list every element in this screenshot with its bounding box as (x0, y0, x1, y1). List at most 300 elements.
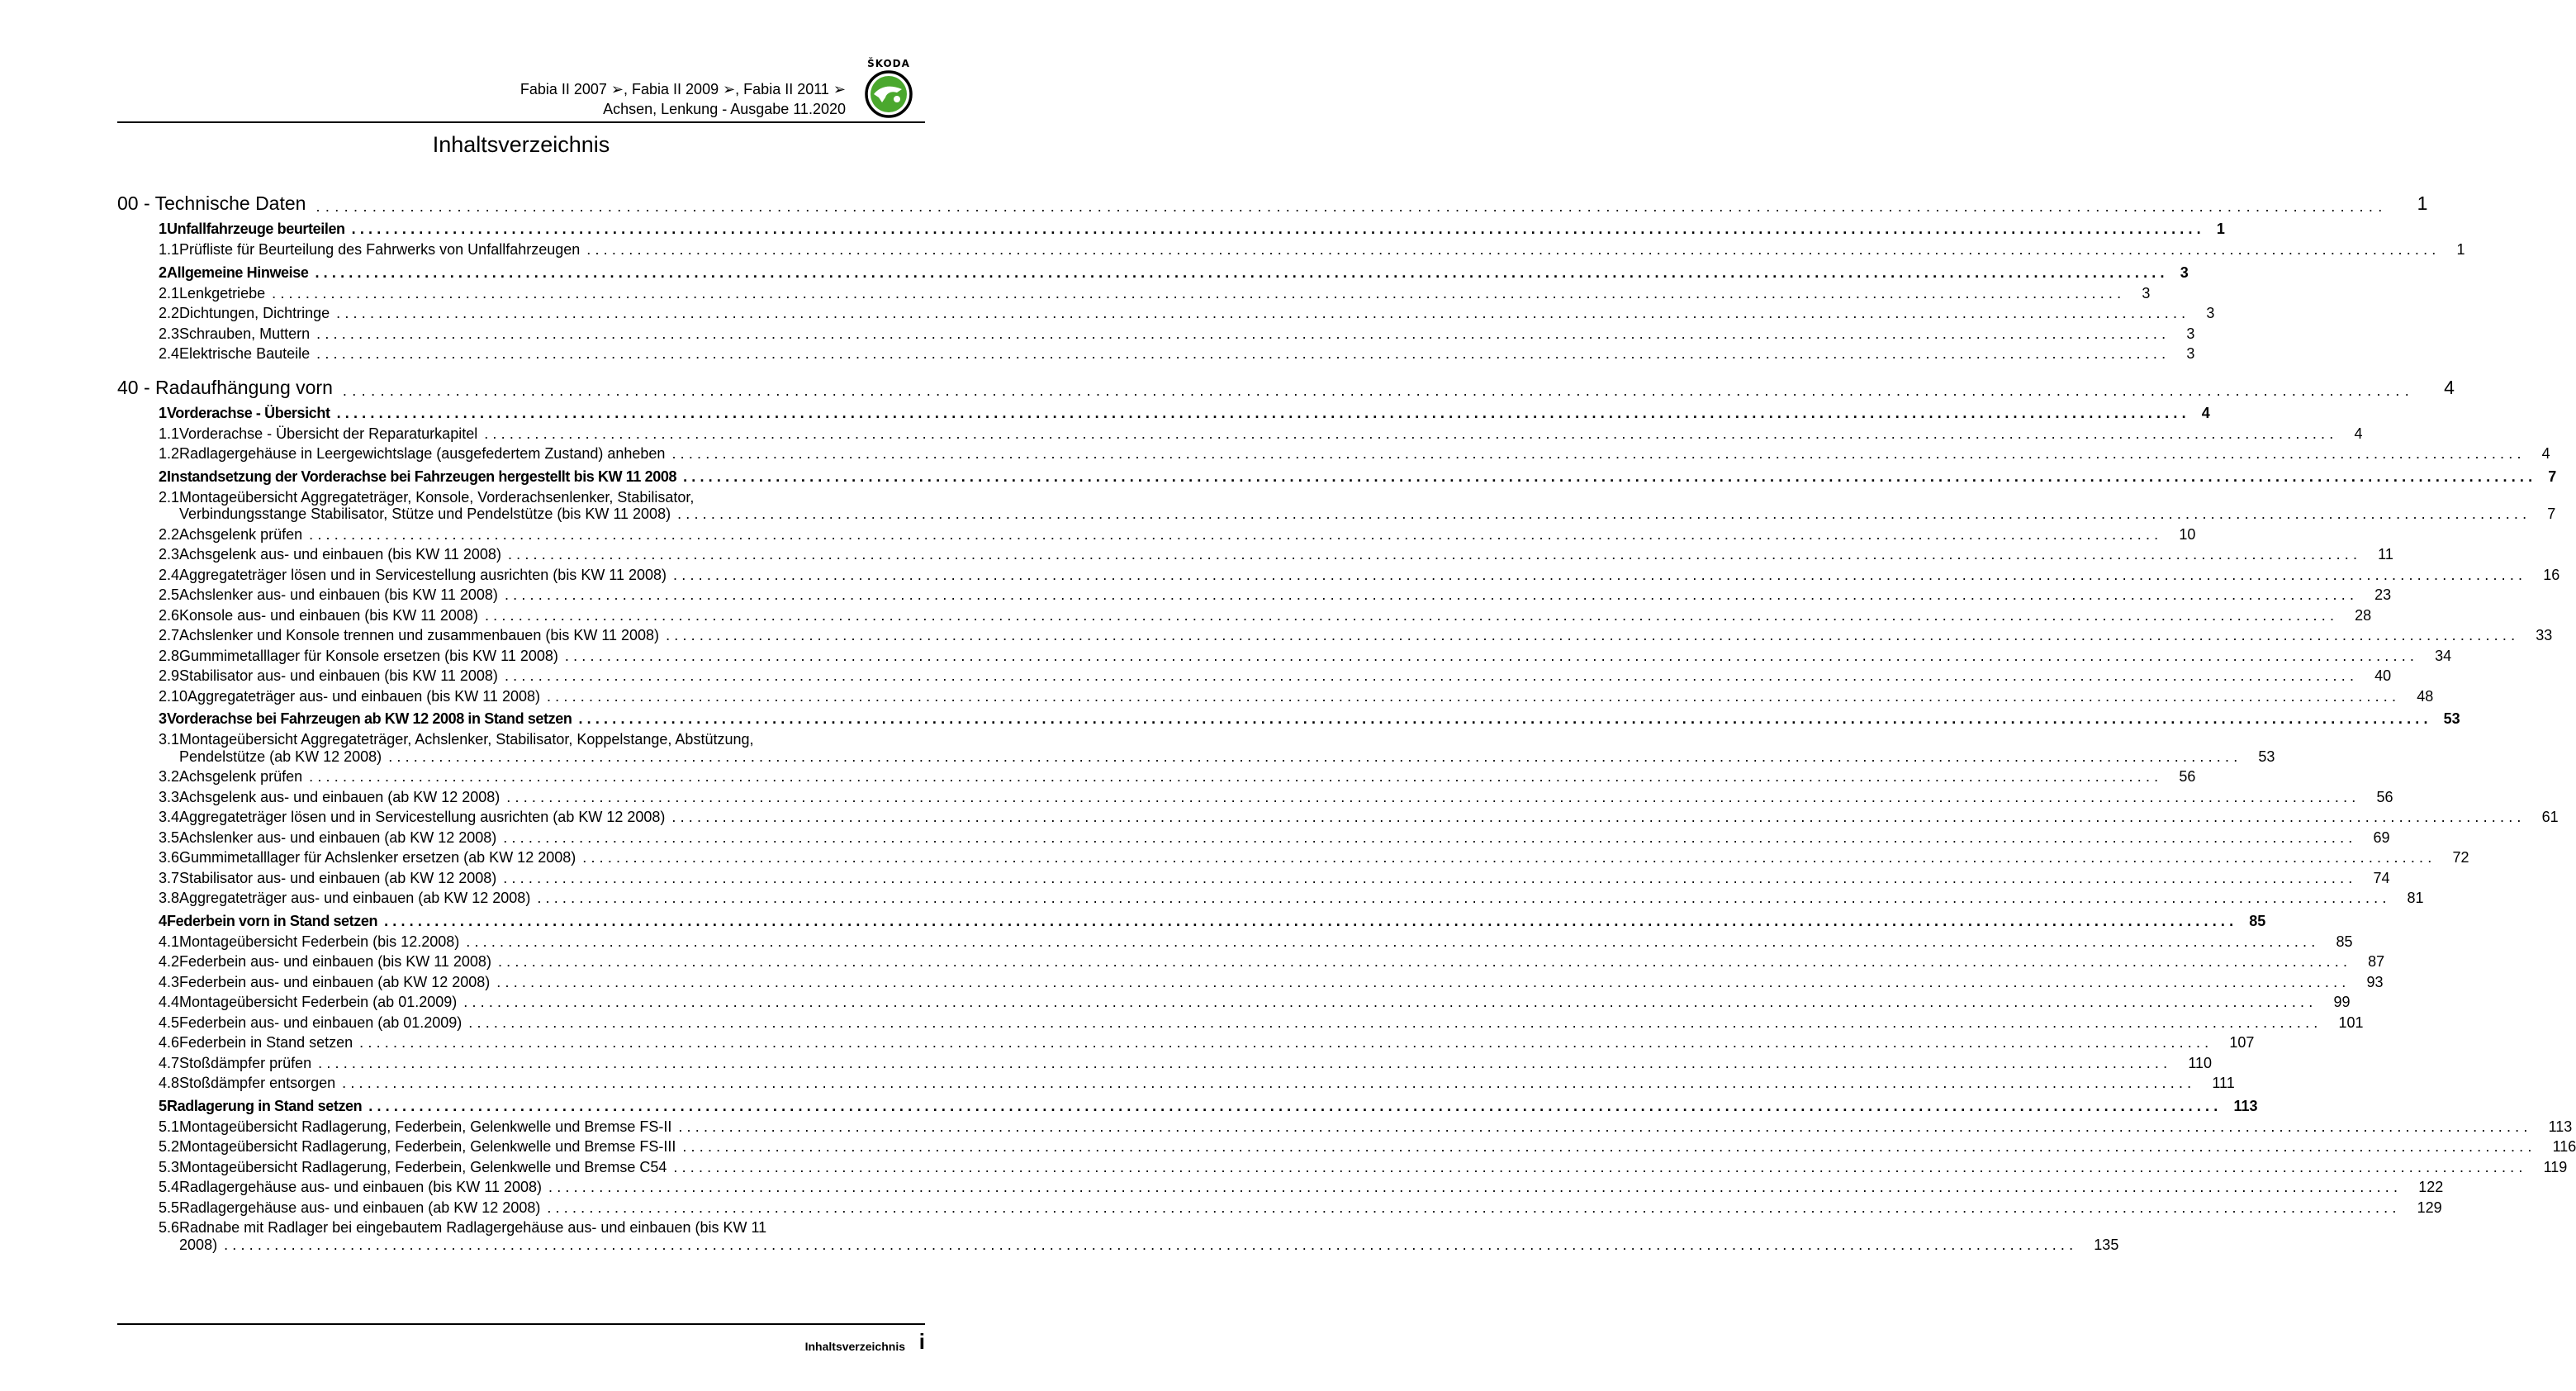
entry-number: 2.10 (159, 687, 188, 705)
entry-text (179, 489, 2547, 523)
entry-number: 3.4 (159, 809, 180, 825)
leader-dots: ............................................................................................................................................................................................................................ (315, 198, 2388, 215)
leader-dots: ............................................................................................................................................................................................................................ (586, 241, 2441, 258)
leader-dots: ............................................................................................................................................................................................................................ (503, 869, 2357, 886)
toc-entry[interactable] (117, 1014, 2364, 1032)
entry-number: 2.5 (159, 586, 180, 603)
leader-dots: ............................................................................................................................................................................................................................ (351, 221, 2205, 237)
entry-line (179, 425, 2354, 443)
entry-title: Achslenker aus- und einbauen (ab KW 12 2008) (179, 828, 497, 846)
section-page: 4 (2444, 376, 2455, 398)
toc-entry[interactable] (117, 809, 2559, 826)
entry-text (179, 607, 2355, 624)
entry-page: 61 (2541, 809, 2559, 825)
entry-number: 5.2 (159, 1138, 180, 1155)
leader-dots: ............................................................................................................................................................................................................................ (548, 1179, 2403, 1195)
toc-entry[interactable] (117, 869, 2390, 887)
section-page: 1 (2417, 192, 2428, 214)
footer-label: Inhaltsverzeichnis (804, 1340, 905, 1353)
toc-section[interactable] (117, 188, 2428, 215)
entry-line (179, 325, 2186, 343)
entry-line (179, 890, 2408, 907)
entry-page: 85 (2336, 933, 2353, 950)
chapter-number: 5 (159, 1097, 168, 1114)
entry-line (179, 789, 2376, 806)
entry-title: Achsgelenk prüfen (179, 768, 303, 785)
entry-title: Montageübersicht Radlagerung, Federbein, Gelenkwelle und Bremse C54 (179, 1158, 667, 1175)
entry-line (179, 870, 2373, 887)
entry-title: Stabilisator aus- und einbauen (ab KW 12 2008) (179, 869, 497, 886)
entry-page: 1 (2456, 241, 2465, 258)
entry-page: 113 (2548, 1118, 2573, 1135)
entry-line (179, 241, 2456, 259)
entry-text (179, 567, 2543, 584)
entry-number: 2.3 (159, 546, 180, 563)
skoda-logo (859, 58, 918, 121)
toc-entry[interactable] (117, 566, 2560, 584)
entry-number: 1.2 (159, 445, 180, 462)
leader-dots: ............................................................................................................................................................................................................................ (677, 506, 2531, 522)
chapter-page: 85 (2249, 912, 2266, 929)
entry-text (179, 789, 2376, 806)
entry-title: Radnabe mit Radlager bei eingebautem Radlagergehäuse aus- und einbauen (bis KW 11 (179, 1219, 767, 1236)
chapter-title: Vorderachse bei Fahrzeugen ab KW 12 2008 in Stand setzen (167, 710, 572, 727)
leader-dots: ............................................................................................................................................................................................................................ (678, 1118, 2532, 1135)
entry-text (179, 586, 2374, 604)
entry-line (179, 1219, 2094, 1237)
chapter-title: Radlagerung in Stand setzen (167, 1097, 363, 1114)
entry-number: 2.4 (159, 345, 180, 362)
entry-number: 5.5 (159, 1199, 180, 1216)
entry-page: 107 (2229, 1034, 2255, 1051)
entry-title: Vorderachse - Übersicht der Reparaturkapitel (179, 425, 478, 442)
entry-number: 3.3 (159, 788, 180, 805)
toc-chapter[interactable] (117, 468, 2557, 486)
entry-number: 2.9 (159, 667, 180, 684)
leader-dots: ............................................................................................................................................................................................................................ (582, 849, 2436, 866)
entry-line (179, 1237, 2094, 1254)
entry-number: 3.6 (159, 849, 180, 866)
entry-number: 2.7 (159, 627, 180, 643)
toc-entry[interactable] (117, 488, 2556, 523)
entry-text (179, 849, 2452, 866)
toc-entry[interactable] (117, 994, 2351, 1011)
entry-line (179, 953, 2368, 971)
entry-line (179, 345, 2186, 363)
entry-page: 72 (2452, 849, 2469, 866)
entry-title: Radlagergehäuse aus- und einbauen (ab KW 12 2008) (179, 1199, 541, 1216)
leader-dots: ............................................................................................................................................................................................................................ (546, 687, 2401, 705)
leader-dots: ............................................................................................................................................................................................................................ (683, 468, 2537, 485)
entry-line (179, 445, 2542, 463)
entry-number: 4.1 (159, 933, 180, 950)
leader-dots: ............................................................................................................................................................................................................................ (496, 973, 2351, 990)
entry-title: Prüfliste für Beurteilung des Fahrwerks von Unfallfahrzeugen (179, 241, 581, 258)
toc-entry[interactable] (117, 973, 2384, 991)
entry-text (179, 1199, 2417, 1217)
toc-entry[interactable] (117, 586, 2392, 604)
entry-page: 23 (2374, 586, 2392, 603)
table-of-contents (117, 188, 2576, 1253)
toc-entry[interactable] (117, 284, 2151, 302)
toc-entry[interactable] (117, 1075, 2235, 1092)
entry-page: 116 (2552, 1138, 2576, 1155)
entry-number: 5.4 (159, 1179, 180, 1195)
entry-title: Achsgelenk aus- und einbauen (ab KW 12 2008) (179, 788, 500, 805)
leader-dots: ............................................................................................................................................................................................................................ (368, 1097, 2223, 1114)
entry-text (179, 933, 2336, 951)
leader-dots: ............................................................................................................................................................................................................................ (466, 933, 2320, 950)
entry-text (179, 241, 2456, 259)
document-header (520, 79, 846, 119)
header-edition: Achsen, Lenkung - Ausgabe 11.2020 (603, 101, 846, 117)
leader-dots: ............................................................................................................................................................................................................................ (359, 1034, 2213, 1051)
leader-dots: ............................................................................................................................................................................................................................ (506, 788, 2360, 805)
entry-line (179, 1055, 2188, 1072)
entry-text (179, 648, 2435, 665)
entry-page: 56 (2179, 768, 2196, 785)
entry-title: Verbindungsstange Stabilisator, Stütze und Pendelstütze (bis KW 11 2008) (179, 506, 671, 522)
entry-title: Gummimetalllager für Achslenker ersetzen (ab KW 12 2008) (179, 849, 576, 866)
toc-entry[interactable] (117, 849, 2469, 866)
entry-title: Stoßdämpfer entsorgen (179, 1075, 336, 1091)
entry-text (179, 1138, 2553, 1156)
entry-page: 3 (2142, 284, 2151, 301)
entry-page: 28 (2355, 606, 2372, 624)
entry-page: 110 (2188, 1054, 2213, 1071)
entry-title: Achsgelenk aus- und einbauen (bis KW 11 2008) (179, 546, 501, 563)
entry-page: 10 (2179, 525, 2196, 543)
entry-number: 4.4 (159, 994, 180, 1010)
entry-number: 4.8 (159, 1075, 180, 1091)
entry-line (179, 489, 2547, 506)
leader-dots: ............................................................................................................................................................................................................................ (673, 1158, 2527, 1175)
entry-text (179, 974, 2366, 991)
entry-title: Montageübersicht Aggregateträger, Konsole, Vorderachsenlenker, Stabilisator, (179, 488, 695, 506)
leader-dots: ............................................................................................................................................................................................................................ (504, 586, 2359, 603)
entry-page: 3 (2206, 305, 2215, 321)
entry-title: Schrauben, Muttern (179, 325, 311, 342)
entry-number: 2.1 (159, 488, 180, 506)
entry-line (179, 1014, 2338, 1032)
entry-page: 7 (2547, 506, 2556, 522)
toc-entry[interactable] (117, 933, 2353, 951)
entry-title: Dichtungen, Dichtringe (179, 305, 330, 321)
entry-text (187, 688, 2417, 705)
toc-entry[interactable] (117, 1179, 2444, 1196)
chapter-title: Unfallfahrzeuge beurteilen (167, 221, 345, 237)
entry-text (179, 627, 2536, 644)
toc-entry[interactable] (117, 1199, 2442, 1217)
header-models: Fabia II 2007 ➢, Fabia II 2009 ➢, Fabia II 2011 ➢ (519, 81, 846, 97)
entry-text (179, 994, 2333, 1011)
leader-dots: ............................................................................................................................................................................................................................ (309, 768, 2163, 785)
entry-title: Montageübersicht Federbein (ab 01.2009) (179, 994, 458, 1010)
chapter-number: 2 (159, 263, 168, 281)
entry-line (179, 1138, 2553, 1156)
entry-page: 56 (2376, 788, 2393, 805)
entry-page: 53 (2258, 748, 2275, 765)
entry-text (179, 445, 2542, 463)
chapter-title: Allgemeine Hinweise (167, 263, 309, 281)
toc-chapter[interactable] (117, 404, 2210, 422)
entry-line (179, 1159, 2544, 1176)
entry-number: 3.5 (159, 828, 180, 846)
entry-number: 2.4 (159, 566, 180, 583)
entry-text (179, 1014, 2338, 1032)
entry-line (179, 506, 2547, 523)
entry-line (179, 829, 2373, 847)
entry-title: Federbein aus- und einbauen (bis KW 11 2008) (179, 953, 491, 970)
leader-dots: ............................................................................................................................................................................................................................ (316, 325, 2170, 342)
entry-line (179, 586, 2374, 604)
entry-line (179, 768, 2179, 786)
entry-line (179, 305, 2206, 322)
entry-text (179, 1055, 2188, 1072)
toc-entry[interactable] (117, 425, 2363, 443)
footer-divider (117, 1323, 925, 1325)
entry-page: 34 (2435, 647, 2452, 664)
entry-page: 16 (2543, 566, 2560, 583)
leader-dots: ............................................................................................................................................................................................................................ (503, 828, 2357, 846)
toc-entry[interactable] (117, 1138, 2576, 1156)
entry-line (179, 748, 2258, 766)
logo-brand-text: ŠKODA (867, 58, 910, 69)
entry-text (179, 305, 2206, 322)
entry-line (179, 933, 2336, 951)
entry-text (179, 526, 2179, 544)
entry-line (179, 1034, 2229, 1052)
toc-entry[interactable] (117, 687, 2434, 705)
entry-number: 4.3 (159, 973, 180, 990)
entry-title: Federbein aus- und einbauen (ab 01.2009) (179, 1014, 463, 1031)
toc-entry[interactable] (117, 1034, 2255, 1052)
toc-entry[interactable] (117, 647, 2452, 665)
entry-text (179, 325, 2186, 343)
entry-title: Stoßdämpfer prüfen (179, 1054, 312, 1071)
entry-text (179, 345, 2186, 363)
entry-title: Pendelstütze (ab KW 12 2008) (179, 748, 382, 765)
page-title: Inhaltsverzeichnis (432, 132, 610, 157)
leader-dots: ............................................................................................................................................................................................................................ (272, 284, 2126, 301)
toc-entry[interactable] (117, 828, 2390, 847)
leader-dots: ............................................................................................................................................................................................................................ (484, 606, 2339, 624)
header-divider (117, 121, 925, 123)
entry-title: 2008) (179, 1236, 218, 1253)
entry-page: 111 (2212, 1075, 2235, 1091)
leader-dots: ............................................................................................................................................................................................................................ (336, 305, 2190, 321)
entry-text (179, 1034, 2229, 1052)
toc-chapter[interactable] (117, 1097, 2258, 1115)
chapter-page: 1 (2216, 221, 2225, 237)
leader-dots: ............................................................................................................................................................................................................................ (316, 345, 2170, 362)
toc-chapter[interactable] (117, 263, 2189, 282)
entry-page: 69 (2373, 828, 2390, 846)
entry-text (179, 1075, 2212, 1092)
entry-title: Radlagergehäuse in Leergewichtslage (ausgefedertem Zustand) anheben (179, 445, 666, 462)
skoda-arrow-icon (864, 69, 913, 119)
entry-number: 4.2 (159, 953, 180, 970)
leader-dots: ............................................................................................................................................................................................................................ (224, 1236, 2078, 1253)
entry-title: Montageübersicht Radlagerung, Federbein, Gelenkwelle und Bremse FS-II (179, 1118, 672, 1135)
entry-page: 4 (2354, 425, 2363, 442)
chapter-number: 3 (159, 710, 168, 727)
toc-section[interactable] (117, 373, 2455, 399)
entry-line (179, 1118, 2549, 1136)
toc-entry[interactable] (117, 525, 2196, 544)
entry-number: 3.2 (159, 768, 180, 785)
leader-dots: ............................................................................................................................................................................................................................ (564, 647, 2419, 664)
entry-text (179, 1159, 2544, 1176)
entry-number: 2.1 (159, 284, 180, 301)
toc-entry[interactable] (117, 1158, 2568, 1176)
entry-text (179, 1179, 2418, 1196)
entry-title: Montageübersicht Federbein (bis 12.2008) (179, 933, 460, 950)
footer-page-number: i (918, 1329, 925, 1354)
toc-entry[interactable] (117, 546, 2393, 563)
toc-chapter[interactable] (117, 710, 2460, 728)
entry-text (179, 768, 2179, 786)
entry-page: 122 (2418, 1179, 2444, 1195)
entry-number: 4.6 (159, 1034, 180, 1051)
toc-entry[interactable] (117, 606, 2372, 624)
entry-page: 119 (2543, 1158, 2568, 1175)
entry-line (179, 285, 2142, 302)
entry-text (179, 546, 2378, 563)
entry-text (179, 731, 2258, 765)
toc-entry[interactable] (117, 325, 2195, 343)
entry-page: 33 (2536, 627, 2553, 643)
entry-number: 5.3 (159, 1158, 180, 1175)
leader-dots: ............................................................................................................................................................................................................................ (388, 748, 2242, 765)
toc-entry[interactable] (117, 890, 2424, 907)
toc-entry[interactable] (117, 627, 2553, 644)
toc-chapter[interactable] (117, 912, 2266, 930)
entry-title: Federbein aus- und einbauen (ab KW 12 2008) (179, 973, 491, 990)
entry-title: Achsgelenk prüfen (179, 525, 303, 543)
leader-dots: ............................................................................................................................................................................................................................ (666, 627, 2520, 643)
chapter-title: Instandsetzung der Vorderachse bei Fahrzeugen hergestellt bis KW 11 2008 (167, 468, 677, 485)
entry-page: 4 (2541, 445, 2550, 462)
toc-entry[interactable] (117, 953, 2385, 971)
toc-entry[interactable] (117, 768, 2196, 786)
entry-page: 101 (2338, 1014, 2364, 1031)
toc-chapter[interactable] (117, 221, 2225, 238)
leader-dots: ............................................................................................................................................................................................................................ (547, 1199, 2401, 1216)
leader-dots: ............................................................................................................................................................................................................................ (497, 953, 2352, 970)
leader-dots: ............................................................................................................................................................................................................................ (537, 890, 2391, 906)
entry-title: Gummimetalllager für Konsole ersetzen (bis KW 11 2008) (179, 647, 558, 664)
leader-dots: ............................................................................................................................................................................................................................ (468, 1014, 2322, 1031)
leader-dots: ............................................................................................................................................................................................................................ (671, 445, 2526, 462)
toc-entry[interactable] (117, 1054, 2213, 1072)
toc-entry[interactable] (117, 1219, 2119, 1253)
chapter-number: 2 (159, 468, 168, 485)
entry-line (179, 667, 2374, 685)
leader-dots: ............................................................................................................................................................................................................................ (578, 710, 2432, 727)
entry-page: 3 (2186, 345, 2195, 362)
entry-line (179, 627, 2536, 644)
entry-number: 5.1 (159, 1118, 180, 1135)
toc-entry[interactable] (117, 241, 2465, 259)
entry-number: 2.2 (159, 525, 180, 543)
leader-dots: ............................................................................................................................................................................................................................ (671, 809, 2526, 825)
section-title: 40 - Radaufhängung vorn (117, 376, 333, 398)
leader-dots: ............................................................................................................................................................................................................................ (507, 546, 2362, 563)
entry-line (179, 607, 2355, 624)
chapter-page: 3 (2180, 263, 2189, 281)
entry-title: Aggregateträger aus- und einbauen (bis KW 11 2008) (187, 687, 540, 705)
entry-page: 99 (2333, 994, 2351, 1010)
entry-title: Aggregateträger aus- und einbauen (ab KW 12 2008) (179, 890, 531, 906)
entry-page: 93 (2366, 973, 2384, 990)
entry-page: 40 (2374, 667, 2392, 684)
toc-entry[interactable] (117, 667, 2392, 685)
entry-line (179, 546, 2378, 563)
entry-number: 3.7 (159, 869, 180, 886)
entry-number: 3.8 (159, 890, 180, 906)
chapter-page: 4 (2201, 404, 2210, 421)
entry-title: Stabilisator aus- und einbauen (bis KW 11 2008) (179, 667, 498, 684)
entry-number: 3.1 (159, 731, 180, 748)
toc-entry[interactable] (117, 731, 2275, 765)
leader-dots: ............................................................................................................................................................................................................................ (336, 404, 2190, 421)
entry-text (179, 890, 2408, 907)
entry-title: Achslenker und Konsole trennen und zusammenbauen (bis KW 11 2008) (179, 627, 660, 643)
leader-dots: ............................................................................................................................................................................................................................ (673, 566, 2527, 583)
entry-line (179, 1199, 2417, 1217)
entry-text (179, 285, 2142, 302)
entry-line (179, 809, 2542, 826)
entry-number: 4.5 (159, 1014, 180, 1031)
toc-entry[interactable] (117, 445, 2550, 463)
entry-line (179, 567, 2543, 584)
entry-line (179, 849, 2452, 866)
entry-text (179, 829, 2373, 847)
toc-entry[interactable] (117, 788, 2393, 806)
entry-page: 129 (2417, 1199, 2442, 1216)
leader-dots: ............................................................................................................................................................................................................................ (463, 994, 2317, 1010)
entry-title: Aggregateträger lösen und in Servicestellung ausrichten (ab KW 12 2008) (179, 809, 666, 825)
entry-page: 135 (2094, 1236, 2119, 1253)
entry-title: Aggregateträger lösen und in Servicestellung ausrichten (bis KW 11 2008) (179, 566, 667, 583)
section-title: 00 - Technische Daten (117, 192, 306, 214)
entry-page: 87 (2368, 953, 2385, 970)
toc-entry[interactable] (117, 305, 2215, 322)
entry-number: 1.1 (159, 241, 180, 258)
leader-dots: ............................................................................................................................................................................................................................ (342, 382, 2415, 399)
chapter-page: 113 (2233, 1097, 2258, 1114)
entry-number: 2.3 (159, 325, 180, 342)
entry-text (179, 809, 2542, 826)
entry-line (179, 1179, 2418, 1196)
entry-number: 2.6 (159, 606, 180, 624)
entry-number: 4.7 (159, 1054, 180, 1071)
chapter-number: 4 (159, 912, 168, 929)
entry-text (179, 1219, 2094, 1253)
entry-title: Elektrische Bauteile (179, 345, 311, 362)
leader-dots: ............................................................................................................................................................................................................................ (309, 525, 2163, 543)
entry-number: 1.1 (159, 425, 180, 442)
entry-line (179, 648, 2435, 665)
leader-dots: ............................................................................................................................................................................................................................ (484, 425, 2338, 442)
chapter-title: Vorderachse - Übersicht (167, 404, 330, 421)
entry-page: 74 (2373, 869, 2390, 886)
entry-line (179, 994, 2333, 1011)
entry-text (179, 953, 2368, 971)
toc-entry[interactable] (117, 345, 2195, 363)
toc-entry[interactable] (117, 1118, 2573, 1136)
